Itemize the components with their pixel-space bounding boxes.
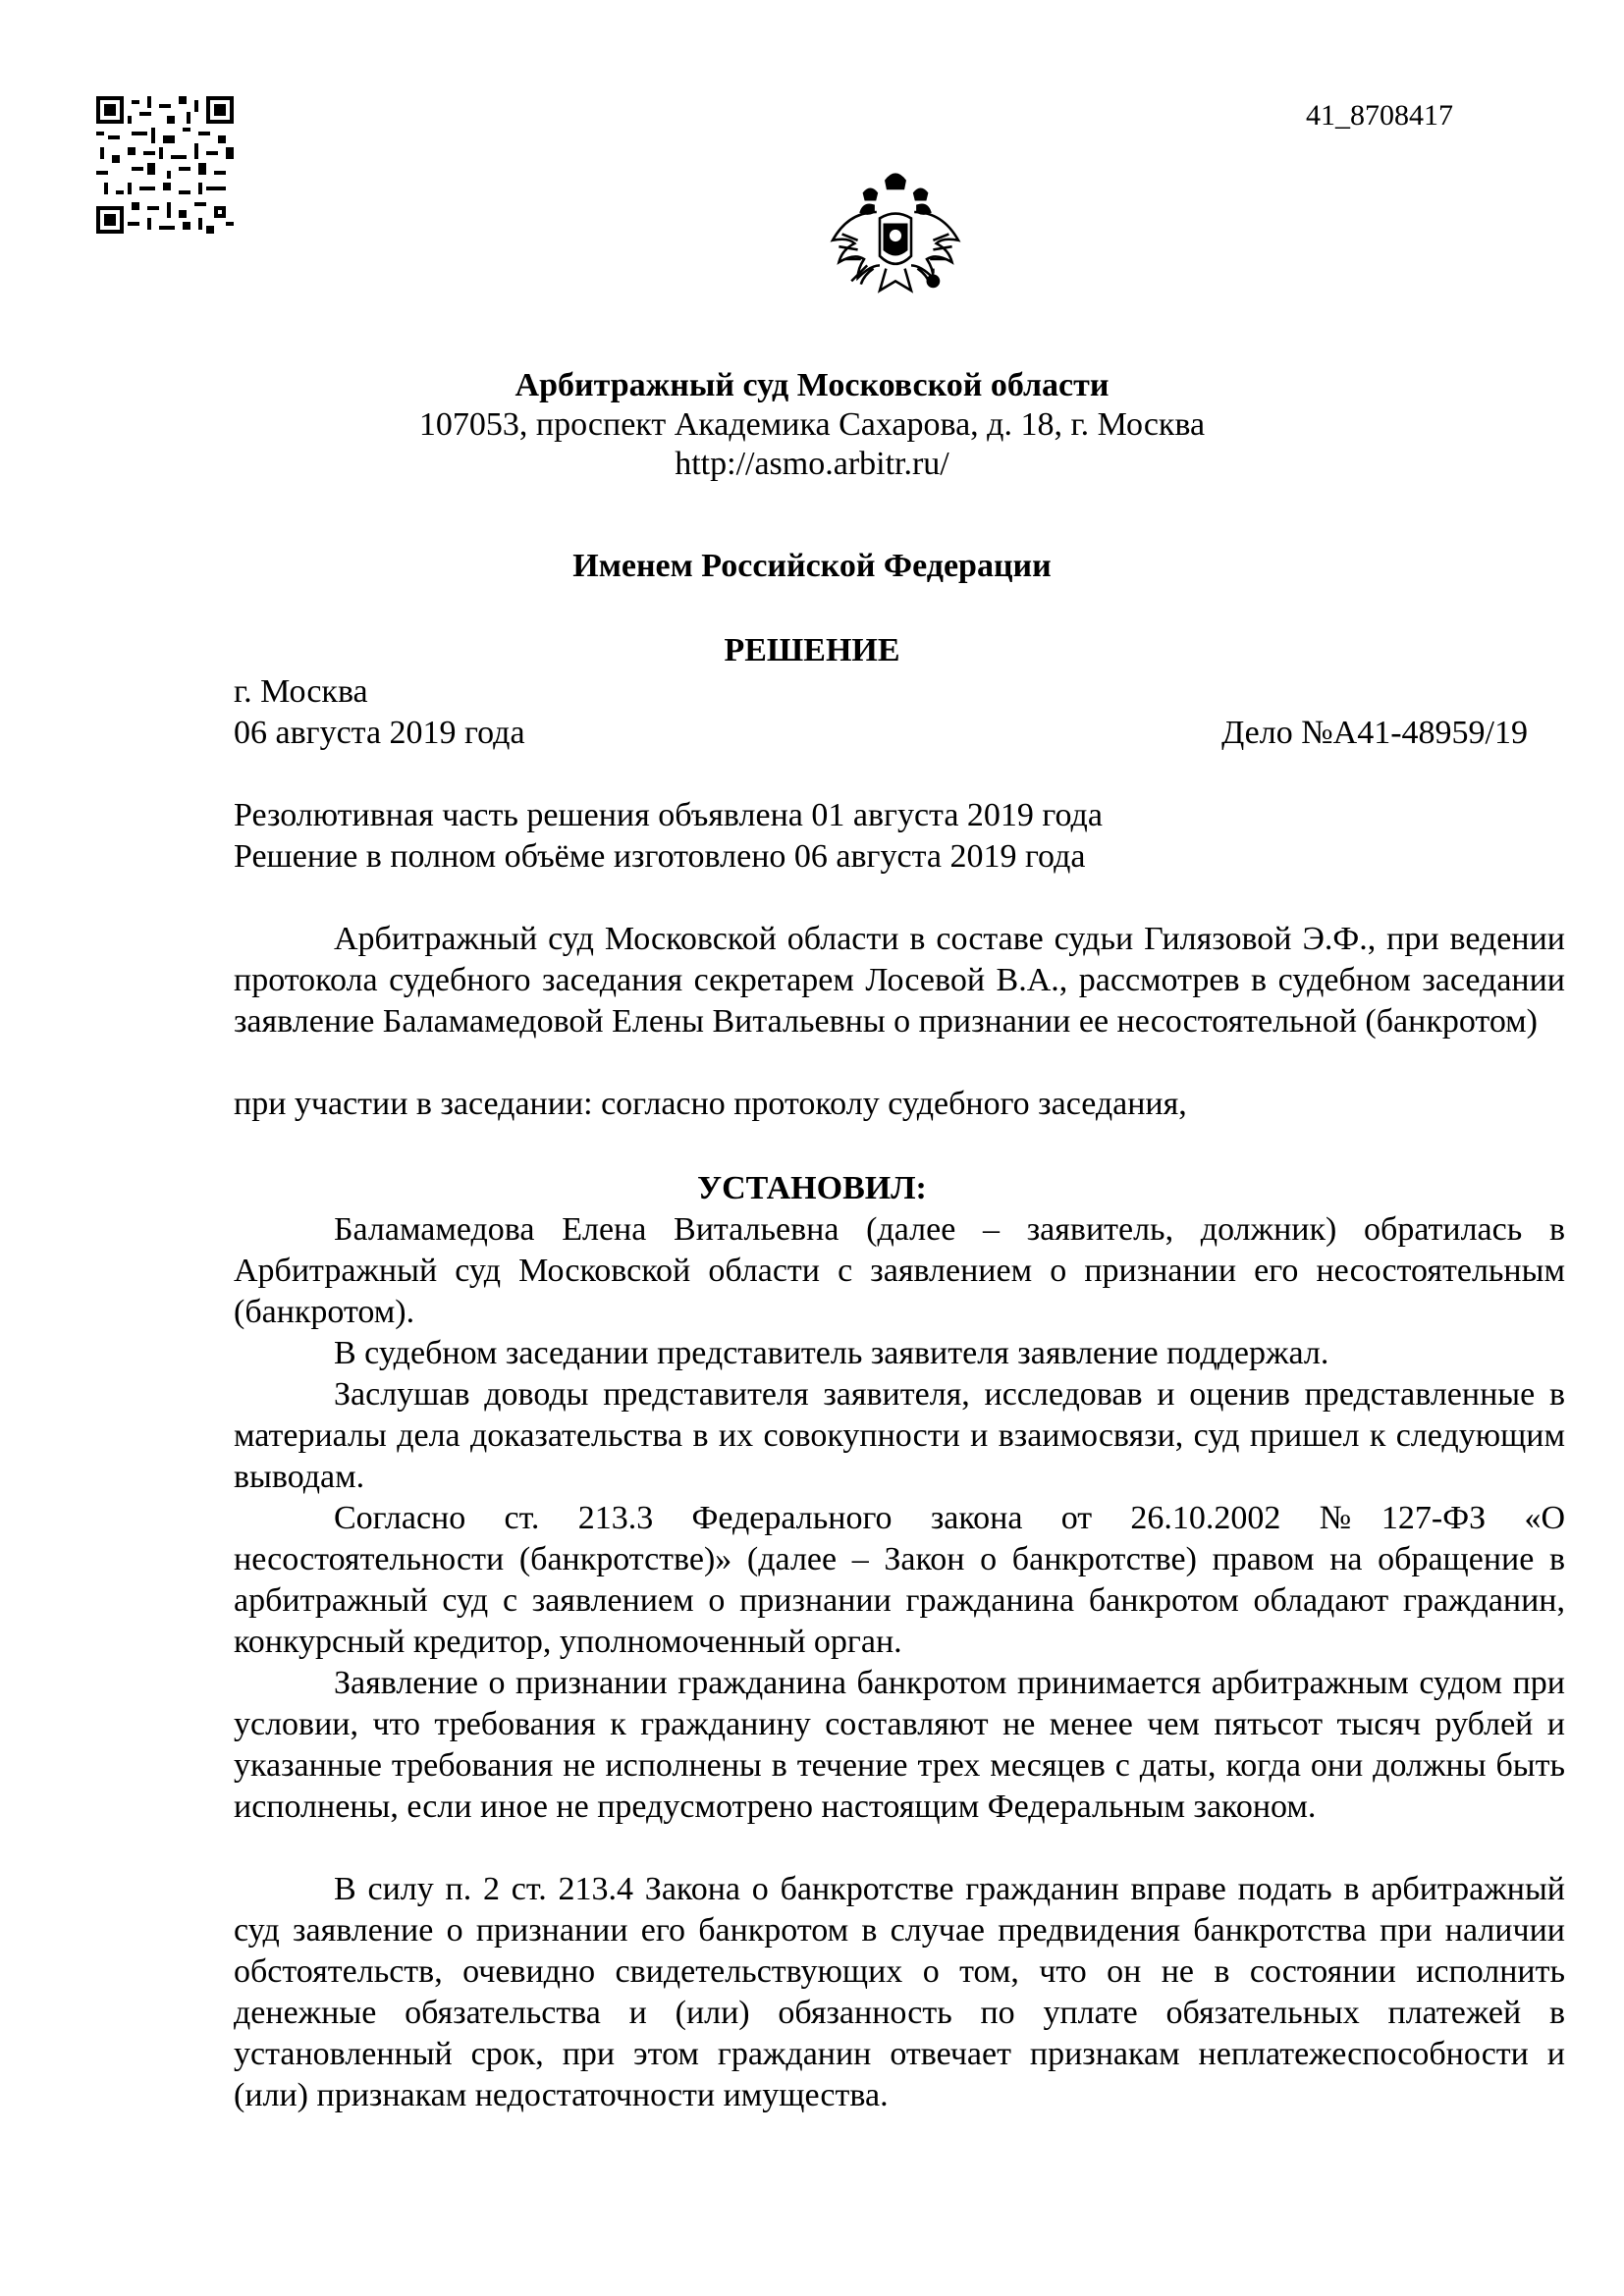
court-website-link[interactable]: http://asmo.arbitr.ru/ — [675, 446, 949, 482]
established-paragraph-1: Баламамедова Елена Витальевна (далее – заявитель, должник) обратилась в Арбитражный суд Московской области с заявлением о признании его несостоятельным (банкротом). — [234, 1211, 1565, 1330]
established-paragraph-3: Заслушав доводы представителя заявителя, исследовав и оценив представленные в материалы дела доказательства в их совокупности и взаимосвязи, суд пришел к следующим выводам. — [234, 1376, 1565, 1495]
qr-code — [96, 96, 234, 234]
decision-date: 06 августа 2019 года — [234, 715, 525, 751]
court-address: 107053, проспект Академика Сахарова, д. 18, г. Москва — [418, 406, 1206, 443]
court-name: Арбитражный суд Московской области — [514, 367, 1110, 403]
in-the-name-heading: Именем Российской Федерации — [572, 548, 1052, 584]
established-paragraph-2: В судебном заседании представитель заявителя заявление поддержал. — [334, 1335, 1329, 1371]
established-paragraph-5: Заявление о признании гражданина банкротом принимается арбитражным судом при условии, что требования к гражданину составляют не менее чем пятьсот тысяч рублей и указанные требования не исполнены в течение трех месяцев с даты, когда они должны быть исполнены, если иное не предусмотрено настоящим Федеральным законом. — [234, 1665, 1565, 1825]
established-heading: УСТАНОВИЛ: — [697, 1170, 927, 1206]
decision-title: РЕШЕНИЕ — [724, 632, 900, 668]
established-paragraph-4: Согласно ст. 213.3 Федерального закона от 26.10.2002 №127-ФЗ «О несостоятельности (банкротстве)» (далее – Закон о банкротстве) правом на обращение в арбитражный суд с заявлением о признании гражданина банкротом обладают гражданин, конкурсный кредитор, уполномоченный орган. — [234, 1500, 1565, 1660]
intro-paragraph: Арбитражный суд Московской области в составе судьи Гилязовой Э.Ф., при ведении протокола судебного заседания секретарем Лосевой В.А., рассмотрев в судебном заседании заявление Баламамедовой Елены Витальевны о признании ее несостоятельной (банкротом) — [234, 921, 1565, 1040]
full-text-line: Решение в полном объёме изготовлено 06 августа 2019 года — [234, 838, 1086, 875]
coat-of-arms-icon — [817, 165, 974, 322]
case-number: Дело №А41-48959/19 — [1221, 715, 1528, 751]
established-paragraph-6: В силу п. 2 ст. 213.4 Закона о банкротстве гражданин вправе подать в арбитражный суд заявление о признании его банкротом в случае предвидения банкротства при наличии обстоятельств, очевидно свидетельствующих о том, что он не в состоянии исполнить денежные обязательства и (или) обязанность по уплате обязательных платежей в установленный срок, при этом гражданин отвечает признакам неплатежеспособности и (или) признакам недостаточности имущества. — [234, 1871, 1565, 2113]
document-id: 41_8708417 — [1306, 99, 1453, 132]
announced-line: Резолютивная часть решения объявлена 01 августа 2019 года — [234, 797, 1103, 833]
participants-paragraph: при участии в заседании: согласно протоколу судебного заседания, — [234, 1086, 1187, 1122]
city: г. Москва — [234, 673, 368, 710]
